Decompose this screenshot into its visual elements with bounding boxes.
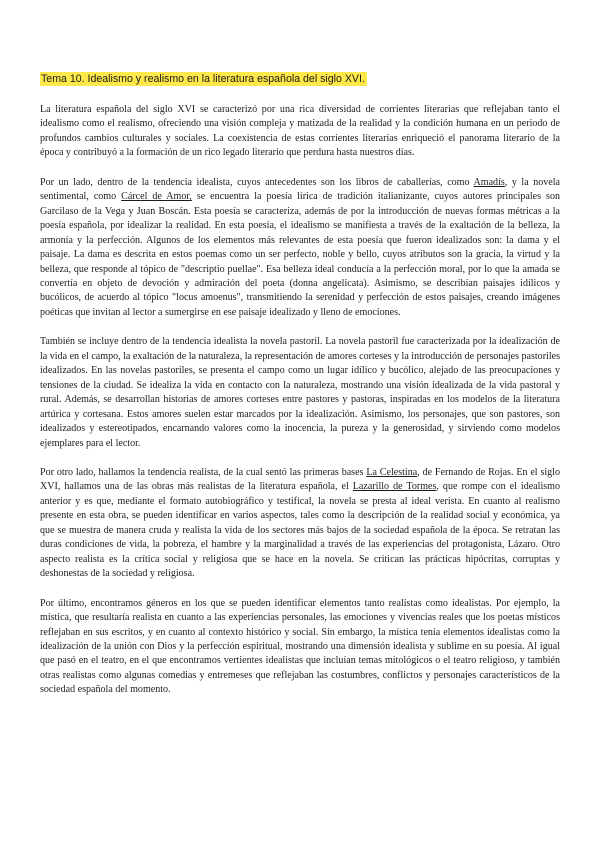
paragraph-4 [40,466,560,582]
text-segment: se encuentra la poesía lírica de tradición italianizante, cuyos autores principales son Garcilaso de la Vega y Juan Boscán. Esta poesía se caracteriza, además de por la introducción de nuevas formas métricas a la poesía española, por idealizar la realidad. En esta poesía, el idealismo se manifiesta a través de la exaltación de la belleza, la armonía y la perfección. Algunos de los elementos más relevantes de esta poesía que fueron idealizados son: la dama y el paisaje. La dama es descrita en estos poemas como un ser perfecto, noble y bello, cuyos atributos son la gracia, la virtud y la belleza, que responde al tópico de "descriptio puellae". Esa belleza ideal conducía a la perfección moral, por lo que la amada se convertía en objeto de devoción y admiración del poeta (donna angelicata). Asimismo, se describían paisajes idílicos y bucólicos, de acuerdo al tópico "locus amoenus", transmitiendo la serenidad y perfección de estos paisajes, creando imágenes poéticas que invitan al lector a sumergirse en ese paisaje idealizado y lleno de emociones. [40,191,560,318]
paragraph-1 [40,103,560,161]
document-page [40,70,560,713]
text-segment: Por un lado, dentro de la tendencia idealista, cuyos antecedentes son los libros de caballerías, como [40,176,474,188]
document-title: Tema 10. Idealismo y realismo en la literatura española del siglo XVI. [41,73,365,85]
text-segment: Por otro lado, hallamos la tendencia realista, de la cual sentó las primeras bases [40,466,367,478]
underlined-title: Lazarillo de Tormes [352,481,437,493]
text-segment: Por último, encontramos géneros en los que se pueden identificar elementos tanto realistas como idealistas. Por ejemplo, la mística, que resultaría realista en cuanto a las experiencias personales, las emociones y vivencias reales que los poetas místicos reflejaban en sus escritos, y en cuanto al contexto histórico y social. Sin embargo, la mística tenía elementos idealistas como la idealización de la unión con Dios y la perfección espiritual, mostrando una dimensión idealista y sublime en su poesía. Al igual que pasó en el teatro, en el que encontramos vertientes idealistas que incluían temas mitológicos o el teatro religioso, y también otras realistas como algunas comedias y entremeses que reflejaban las costumbres, conflictos y personajes característicos de la sociedad española del momento. [40,597,560,696]
text-segment: , y la novela sentimental, como [40,176,560,203]
text-segment: , que rompe con el idealismo anterior y es que, mediante el formato autobiográfico y testifical, la novela se presta al ideal verista. En cuanto al realismo presente en esta obra, se pueden identificar en varios aspectos, tales como la descripción de la realidad social y económica, ya que se muestra de manera cruda y realista la vida de los sectores más bajos de la sociedad española de la época. Se retratan las duras condiciones de vida, la pobreza, el hambre y la marginalidad a través de las experiencias del protagonista, Lázaro. Otro aspecto realista es la crítica social y religiosa que se hace en la novela. Se critican las prácticas hipócritas, corruptas y deshonestas de la sociedad y religiosa. [40,481,560,580]
document-body [40,103,560,698]
paragraph-2 [40,176,560,321]
text-segment: La literatura española del siglo XVI se caracterizó por una rica diversidad de corrientes literarias que reflejaban tanto el idealismo como el realismo, ofreciendo una visión compleja y matizada de la realidad y la condición humana en un periodo de profundos cambios culturales y sociales. La coexistencia de estas corrientes literarias enriqueció el panorama literario de la época y contribuyó a la formación de un rico legado literario que perdura hasta nuestros días. [40,104,560,159]
text-segment: , de Fernando de Rojas. En el siglo XVI, hallamos una de las obras más realistas de la literatura española, el [40,466,561,493]
text-segment: También se incluye dentro de la tendencia idealista la novela pastoril. La novela pastoril fue caracterizada por la idealización de la vida en el campo, la exaltación de la naturaleza, la representación de amores corteses y la introducción de personajes pastoriles idealizados. En las novelas pastoriles, se presenta el campo como un lugar idílico y bucólico, alejado de las preocupaciones y tensiones de la ciudad. Se idealiza la vida en contacto con la naturaleza, mostrando una visión idealizada de la vida pastoral y rural. Además, se desarrollan historias de amores corteses entre pastores y pastoras, inspiradas en los modelos de la literatura artúrica y cortesana. Estos amores suelen estar marcados por la idealización. Asimismo, los personajes, que son pastores, son idealizados y estereotipados, encarnando valores como la inocencia, la pureza y la generosidad, y sirviendo como modelos ejemplares para el lector. [40,336,560,449]
underlined-title: Amadís [473,176,505,188]
paragraph-5 [40,597,560,698]
paragraph-3 [40,335,560,451]
underlined-title: La Celestina [366,466,418,478]
title-line [40,70,560,87]
underlined-title: Cárcel de Amor, [121,191,192,203]
